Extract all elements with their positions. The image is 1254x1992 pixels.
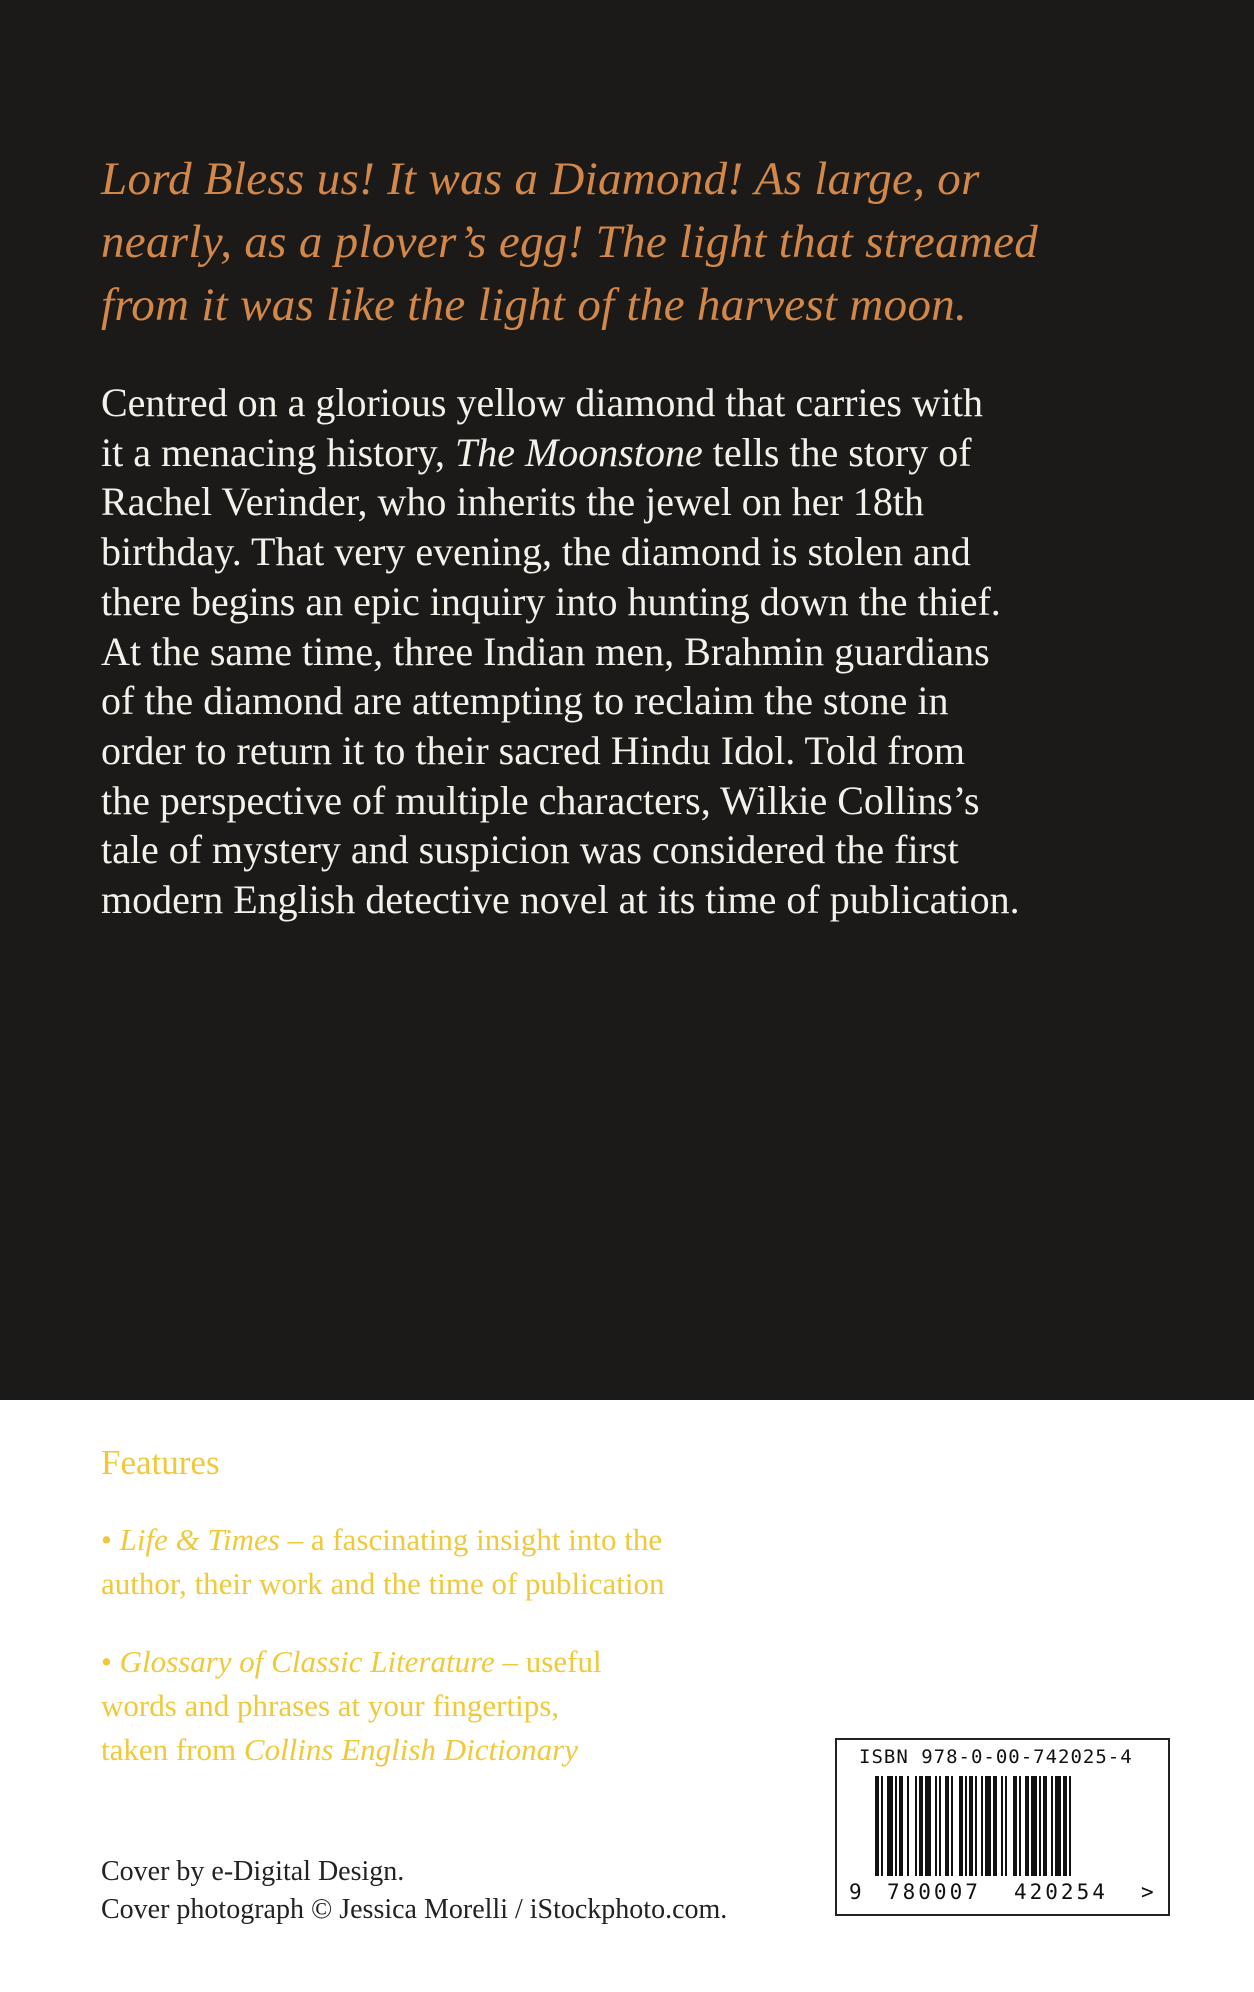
credit-line: Cover photograph © Jessica Morelli / iStockphoto.com.: [101, 1894, 728, 1925]
blurb-line: Rachel Verinder, who inherits the jewel on her 18th: [101, 479, 924, 525]
barcode-bar: [1055, 1776, 1061, 1876]
blurb-line: the perspective of multiple characters, Wilkie Collins’s: [101, 777, 980, 823]
barcode-bar: [1001, 1776, 1003, 1876]
barcode-bar: [907, 1776, 909, 1876]
barcode-bar: [1013, 1776, 1017, 1876]
barcode-bar: [1019, 1776, 1021, 1876]
feature-title: Glossary of Classic Literature: [119, 1644, 495, 1679]
isbn-barcode: [835, 1738, 1170, 1916]
feature-line: [101, 1640, 821, 1684]
feature-item-life-and-times: [101, 1518, 821, 1606]
barcode-icon: [849, 1776, 1159, 1886]
feature-description: – useful: [494, 1644, 602, 1679]
feature-description: – a fascinating insight into the: [279, 1522, 663, 1557]
dictionary-title: Collins English Dictionary: [243, 1732, 579, 1767]
barcode-bar: [993, 1776, 997, 1876]
blurb-text: it a menacing history,: [101, 429, 445, 475]
barcode-bar: [875, 1776, 879, 1876]
barcode-bar: [1039, 1776, 1041, 1876]
pull-quote: [101, 148, 1161, 337]
barcode-bar: [1043, 1776, 1047, 1876]
barcode-bar: [1063, 1776, 1067, 1876]
barcode-bar: [899, 1776, 903, 1876]
book-blurb: [101, 378, 1161, 925]
barcode-digit-first: 9: [849, 1880, 862, 1904]
feature-title: Life & Times: [119, 1522, 280, 1557]
barcode-bar: [985, 1776, 991, 1876]
barcode-bar: [935, 1776, 937, 1876]
barcode-bar: [959, 1776, 963, 1876]
feature-line: author, their work and the time of publication: [101, 1566, 665, 1601]
cover-credits: [101, 1853, 727, 1929]
barcode-bar: [895, 1776, 897, 1876]
blurb-line: of the diamond are attempting to reclaim the stone in: [101, 678, 949, 724]
feature-line: [101, 1518, 821, 1562]
barcode-bar: [1051, 1776, 1053, 1876]
blurb-line: there begins an epic inquiry into hunting down the thief.: [101, 578, 1001, 624]
blurb-line: birthday. That very evening, the diamond is stolen and: [101, 529, 971, 575]
barcode-bar: [919, 1776, 923, 1876]
barcode-bar: [1025, 1776, 1029, 1876]
barcode-bar: [1031, 1776, 1037, 1876]
quote-line: Lord Bless us! It was a Diamond! As large, or: [101, 153, 980, 205]
credit-line: Cover by e-Digital Design.: [101, 1856, 405, 1887]
isbn-label: ISBN 978-0-00-742025-4: [859, 1746, 1133, 1768]
barcode-bar: [887, 1776, 893, 1876]
barcode-bar: [981, 1776, 983, 1876]
barcode-bar: [939, 1776, 941, 1876]
barcode-bar: [881, 1776, 883, 1876]
blurb-line: order to return it to their sacred Hindu Idol. Told from: [101, 727, 966, 773]
features-heading: Features: [101, 1443, 220, 1482]
barcode-bar: [945, 1776, 949, 1876]
barcode-bar: [915, 1776, 917, 1876]
blurb-line: At the same time, three Indian men, Brahmin guardians: [101, 628, 990, 674]
barcode-bar: [975, 1776, 977, 1876]
blurb-line: [101, 428, 1161, 478]
bullet-icon: •: [101, 1644, 112, 1679]
barcode-bar: [965, 1776, 967, 1876]
feature-item-glossary: [101, 1640, 821, 1772]
feature-line: words and phrases at your fingertips,: [101, 1688, 560, 1723]
quote-line: nearly, as a plover’s egg! The light that streamed: [101, 216, 1039, 268]
book-title-italic: The Moonstone: [454, 429, 703, 475]
barcode-bar: [925, 1776, 931, 1876]
blurb-text: tells the story of: [712, 429, 972, 475]
feature-description: taken from: [101, 1732, 244, 1767]
barcode-digits-right: 420254: [1014, 1880, 1108, 1904]
barcode-digits-left: 780007: [887, 1880, 981, 1904]
feature-line: [101, 1728, 821, 1772]
quote-line: from it was like the light of the harvest moon.: [101, 279, 968, 331]
bullet-icon: •: [101, 1522, 112, 1557]
barcode-marker: >: [1141, 1880, 1154, 1904]
barcode-bar: [1005, 1776, 1007, 1876]
blurb-line: Centred on a glorious yellow diamond that carries with: [101, 380, 984, 425]
barcode-bar: [1069, 1776, 1071, 1876]
barcode-bar: [951, 1776, 953, 1876]
barcode-bar: [969, 1776, 973, 1876]
blurb-line: modern English detective novel at its time of publication.: [101, 877, 1020, 923]
blurb-line: tale of mystery and suspicion was considered the first: [101, 827, 959, 873]
